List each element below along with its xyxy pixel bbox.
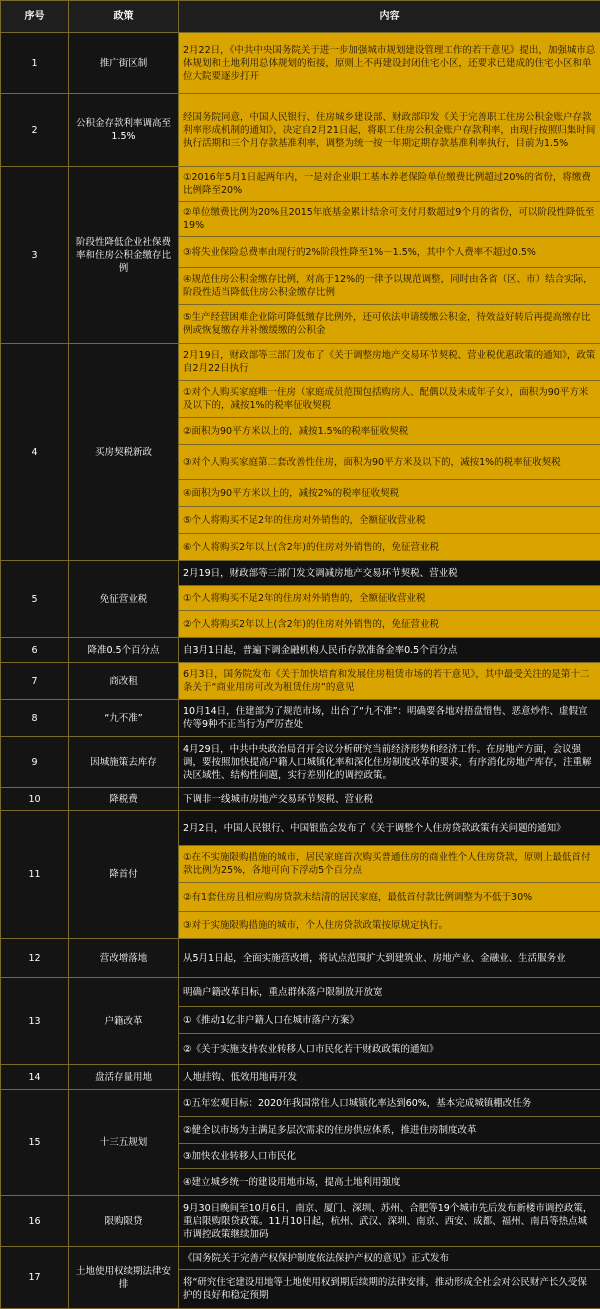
- policy-content: 2月19日，财政部等三部门发文调减房地产交易环节契税、营业税: [179, 561, 600, 586]
- row-index: 8: [1, 700, 69, 737]
- policy-content: 从5月1日起，全面实施营改增，将试点范围扩大到建筑业、房地产业、金融业、生活服务业: [179, 939, 600, 978]
- policy-content: ④建立城乡统一的建设用地市场，提高土地利用强度: [179, 1169, 600, 1196]
- policy-content: 2月2日，中国人民银行、中国银监会发布了《关于调整个人住房贷款政策有关问题的通知》: [179, 811, 600, 846]
- policy-content: ③加快农业转移人口市民化: [179, 1144, 600, 1169]
- policy-content: 人地挂钩、低效用地再开发: [179, 1065, 600, 1090]
- row-index: 7: [1, 663, 69, 700]
- header-content: 内容: [179, 1, 600, 33]
- policy-name: 推广街区制: [69, 33, 179, 94]
- policy-name: 降税费: [69, 788, 179, 811]
- policy-name: 免征营业税: [69, 561, 179, 638]
- table-row: [1, 1090, 600, 1117]
- row-index: 12: [1, 939, 69, 978]
- policy-content: ①在不实施限购措施的城市，居民家庭首次购买普通住房的商业性个人住房贷款，原则上最低首付款比例为25%，各地可向下浮动5个百分点: [179, 846, 600, 883]
- row-index: 4: [1, 344, 69, 561]
- policy-content: ①《推动1亿非户籍人口在城市落户方案》: [179, 1007, 600, 1034]
- table-row: [1, 1247, 600, 1270]
- table-row: [1, 344, 600, 381]
- policy-content: ②有1套住房且相应购房贷款未结清的居民家庭，最低首付款比例调整为不低于30%: [179, 883, 600, 912]
- policy-name: 盘活存量用地: [69, 1065, 179, 1090]
- table-row: [1, 1065, 600, 1090]
- policy-content: ③将失业保险总费率由现行的2%阶段性降至1%－1.5%，其中个人费率不超过0.5%: [179, 237, 600, 268]
- table-row: [1, 811, 600, 846]
- policy-content: 将“研究住宅建设用地等土地使用权到期后续期的法律安排，推动形成全社会对公民财产长久受保护的良好和稳定预期: [179, 1270, 600, 1309]
- policy-content: 4月29日，中共中央政治局召开会议分析研究当前经济形势和经济工作。在房地产方面，会议强调，要按照加快提高户籍人口城镇化率和深化住房制度改革的要求，有序消化房地产库存，注重解决区域性、结构性问题，实行差别化的调控政策。: [179, 737, 600, 788]
- policy-content: ④面积为90平方米以上的，减按2%的税率征收契税: [179, 480, 600, 507]
- row-index: 5: [1, 561, 69, 638]
- policy-content: 下调非一线城市房地产交易环节契税、营业税: [179, 788, 600, 811]
- policy-name: 买房契税新政: [69, 344, 179, 561]
- row-index: 3: [1, 167, 69, 344]
- row-index: 10: [1, 788, 69, 811]
- policy-content: ②健全以市场为主满足多层次需求的住房供应体系，推进住房制度改革: [179, 1117, 600, 1144]
- policy-name: 十三五规划: [69, 1090, 179, 1196]
- table-row: [1, 978, 600, 1007]
- policy-content: 明确户籍改革目标，重点群体落户限制放开放宽: [179, 978, 600, 1007]
- policy-content: ④规范住房公积金缴存比例，对高于12%的一律予以规范调整，同时由各省（区、市）结合实际，阶段性适当降低住房公积金缴存比例: [179, 268, 600, 305]
- policy-content: ③对于实施限购措施的城市，个人住房贷款政策按原规定执行。: [179, 912, 600, 939]
- policy-content: ⑤个人将购买不足2年的住房对外销售的，全额征收营业税: [179, 507, 600, 534]
- table-row: [1, 561, 600, 586]
- policy-name: 公积金存款利率调高至1.5%: [69, 94, 179, 167]
- table-row: [1, 638, 600, 663]
- header-policy: 政策: [69, 1, 179, 33]
- policy-content: ②《关于实施支持农业转移人口市民化若干财政政策的通知》: [179, 1034, 600, 1065]
- policy-name: 限购限贷: [69, 1196, 179, 1247]
- policy-content: 6月3日，国务院发布《关于加快培育和发展住房租赁市场的若干意见》，其中最受关注的是第十二条关于“商业用房可改为租赁住房”的意见: [179, 663, 600, 700]
- policy-name: 降准0.5个百分点: [69, 638, 179, 663]
- policy-content: ①五年宏观目标：2020年我国常住人口城镇化率达到60%，基本完成城镇棚改任务: [179, 1090, 600, 1117]
- table-header-row: [1, 1, 600, 33]
- table-row: [1, 1196, 600, 1247]
- policy-content: 2月22日，《中共中央国务院关于进一步加强城市规划建设管理工作的若干意见》提出，加强城市总体规划和土地利用总体规划的衔接，原则上不再建设封闭住宅小区，还要求已建成的住宅小区和单位大院要逐步打开: [179, 33, 600, 94]
- row-index: 15: [1, 1090, 69, 1196]
- table-row: [1, 33, 600, 94]
- table-row: [1, 939, 600, 978]
- table-row: [1, 737, 600, 788]
- row-index: 13: [1, 978, 69, 1065]
- row-index: 1: [1, 33, 69, 94]
- policy-name: 降首付: [69, 811, 179, 939]
- policy-content: 《国务院关于完善产权保护制度依法保护产权的意见》正式发布: [179, 1247, 600, 1270]
- policy-content: ①个人将购买不足2年的住房对外销售的，全额征收营业税: [179, 586, 600, 611]
- policy-content: ⑤生产经营困难企业除可降低缴存比例外，还可依法申请缓缴公积金，待效益好转后再提高缴存比例或恢复缴存并补缴缓缴的公积金: [179, 305, 600, 344]
- row-index: 17: [1, 1247, 69, 1309]
- policy-name: 阶段性降低企业社保费率和住房公积金缴存比例: [69, 167, 179, 344]
- policy-content: ②面积为90平方米以上的，减按1.5%的税率征收契税: [179, 418, 600, 445]
- policy-content: 2月19日，财政部等三部门发布了《关于调整房地产交易环节契税、营业税优惠政策的通知》，政策自2月22日执行: [179, 344, 600, 381]
- table-row: [1, 167, 600, 202]
- policy-content: ①2016年5月1日起两年内，一是对企业职工基本养老保险单位缴费比例超过20%的省份，将缴费比例降至20%: [179, 167, 600, 202]
- policy-content: ②个人将购买2年以上(含2年)的住房对外销售的，免征营业税: [179, 611, 600, 638]
- policy-content: 9月30日晚间至10月6日，南京、厦门、深圳、苏州、合肥等19个城市先后发布新楼市调控政策，重启限购限贷政策。11月10日起，杭州、武汉、深圳、南京、西安、成都、福州、南昌等热点城市调控政策继续加码: [179, 1196, 600, 1247]
- policy-name: 因城施策去库存: [69, 737, 179, 788]
- policy-content: 自3月1日起，普遍下调金融机构人民币存款准备金率0.5个百分点: [179, 638, 600, 663]
- policy-name: 商改租: [69, 663, 179, 700]
- policy-content: ②单位缴费比例为20%且2015年底基金累计结余可支付月数超过9个月的省份，可以阶段性降低至19%: [179, 202, 600, 237]
- policy-content: 经国务院同意，中国人民银行、住房城乡建设部、财政部印发《关于完善职工住房公积金账户存款利率形成机制的通知》，决定自2月21日起，将职工住房公积金账户存款利率，由现行按照归集时间执行活期和三个月存款基准利率，调整为统一按一年期定期存款基准利率执行，目前为1.5%: [179, 94, 600, 167]
- row-index: 16: [1, 1196, 69, 1247]
- policy-content: ①对个人购买家庭唯一住房（家庭成员范围包括购房人、配偶以及未成年子女），面积为90平方米及以下的，减按1%的税率征收契税: [179, 381, 600, 418]
- policy-name: 土地使用权续期法律安排: [69, 1247, 179, 1309]
- row-index: 6: [1, 638, 69, 663]
- header-index: 序号: [1, 1, 69, 33]
- policy-content: 10月14日，住建部为了规范市场，出台了“九不准”：明确要各地对捂盘惜售、恶意炒作、虚假宣传等9种不正当行为严厉查处: [179, 700, 600, 737]
- row-index: 9: [1, 737, 69, 788]
- row-index: 14: [1, 1065, 69, 1090]
- table-row: [1, 94, 600, 167]
- table-body: [1, 33, 600, 1309]
- row-index: 2: [1, 94, 69, 167]
- policy-name: “九不准”: [69, 700, 179, 737]
- policy-content: ③对个人购买家庭第二套改善性住房，面积为90平方米及以下的，减按1%的税率征收契税: [179, 445, 600, 480]
- table-row: [1, 663, 600, 700]
- policy-name: 营改增落地: [69, 939, 179, 978]
- table-row: [1, 700, 600, 737]
- row-index: 11: [1, 811, 69, 939]
- policy-name: 户籍改革: [69, 978, 179, 1065]
- policy-content: ⑥个人将购买2年以上(含2年)的住房对外销售的，免征营业税: [179, 534, 600, 561]
- table-row: [1, 788, 600, 811]
